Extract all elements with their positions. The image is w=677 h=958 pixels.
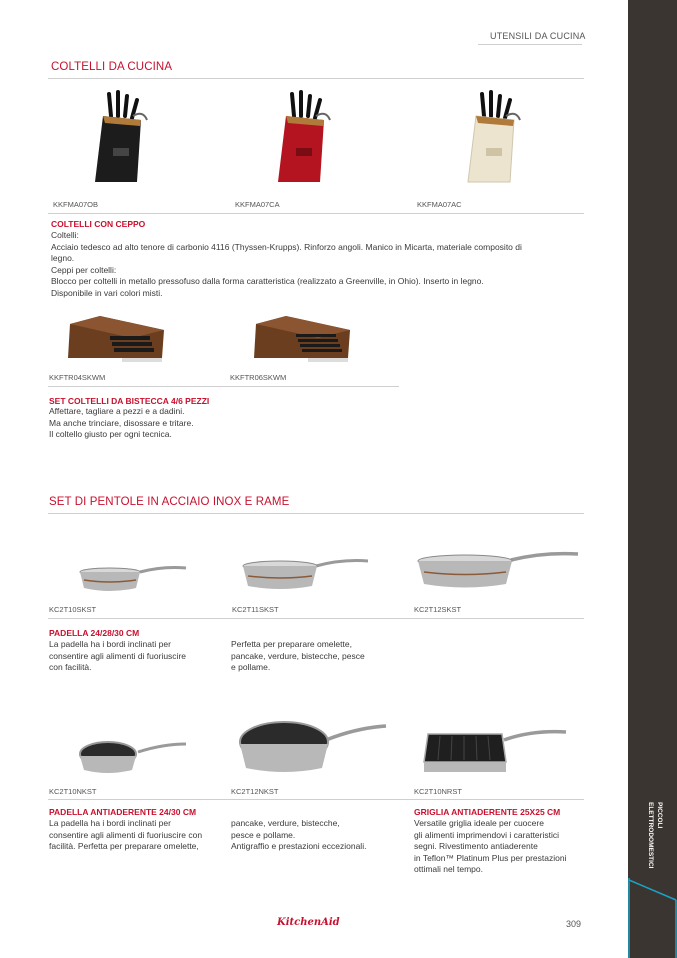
description-line: pancake, verdure, bistecche, pesce [231,650,365,661]
sidebar-label-line2: ELETTRODOMESTICI [647,802,654,869]
section-rule [48,799,584,800]
description-line: facilità. Perfetta per preparare omelette, [49,841,199,851]
description-line: La padella ha i bordi inclinati per [49,639,171,649]
section-rule [48,513,584,514]
product-code: KC2T10SKST [49,605,97,614]
brand-logo: KitchenAid [277,917,340,928]
sidebar-label [633,802,673,872]
description-line: gli alimenti imprimendovi i caratteristici [414,829,560,840]
knife-block-image [85,86,155,186]
section-title-knives: COLTELLI DA CUCINA [51,61,173,73]
sidebar-tab-marker [628,878,677,958]
description-line: Perfetta per preparare omelette, [231,639,352,649]
description-line: Antigraffio e prestazioni eccezionali. [231,841,367,851]
product-code: KC2T12SKST [414,605,462,614]
product-code: KKFMA07AC [417,200,462,209]
description-line: con facilità. [49,662,92,672]
page-category: UTENSILI DA CUCINA [490,31,586,41]
product-code: KC2T10NRST [414,787,462,796]
description-line: Versatile griglia ideale per cuocere [414,818,544,828]
product-code: KKFMA07OB [53,200,99,209]
steel-pan-image [240,556,370,594]
product-subtitle: PADELLA 24/28/30 CM [49,628,140,638]
description-line: pancake, verdure, bistecche, [231,818,340,828]
product-subtitle: SET COLTELLI DA BISTECCA 4/6 PEZZI [49,396,210,406]
product-description [231,639,406,674]
description-line: Il coltello giusto per ogni tecnica. [49,429,172,439]
product-code: KKFMA07CA [235,200,280,209]
nonstick-pan-image [78,738,188,778]
product-description [49,818,229,853]
knife-block-image [458,86,528,186]
grill-pan-image [420,726,568,778]
nonstick-pan-image [238,718,388,778]
description-line: ottimali nel tempo. [414,864,483,874]
steak-knife-set-image [62,312,172,364]
description-line: consentire agli alimenti di fuoriuscire [49,650,187,661]
description-line: segni. Rivestimento antiaderente [414,841,538,851]
description-line: La padella ha i bordi inclinati per [49,818,171,828]
description-line: Coltelli: [51,230,79,240]
product-code: KC2T10NKST [49,787,97,796]
product-description [51,230,571,299]
description-line: Affettare, tagliare a pezzi e a dadini. [49,406,185,416]
product-subtitle: PADELLA ANTIADERENTE 24/30 CM [49,807,197,817]
product-code: KKFTR06SKWM [230,373,287,382]
header-rule [478,44,582,45]
section-rule [48,618,584,619]
product-description [414,818,584,876]
product-description [49,639,224,674]
description-line: legno. [51,253,75,263]
description-line: Blocco per coltelli in metallo pressofuso dalla forma caratteristica (realizzato a Greenville, in Ohio). Inserto in legno. [51,276,484,286]
knife-block-image [268,86,338,186]
description-line: e pollame. [231,662,271,672]
page-number: 309 [565,919,581,929]
section-rule [48,78,584,79]
product-code: KKFTR04SKWM [49,373,106,382]
product-code: KC2T12NKST [231,787,279,796]
product-subtitle: COLTELLI CON CEPPO [51,219,146,229]
product-description [231,818,406,853]
description-line: pesce e pollame. [231,829,296,840]
steel-pan-image [415,550,580,592]
description-line: Ma anche trinciare, disossare e tritare. [49,417,194,428]
description-line: Ceppi per coltelli: [51,264,117,275]
section-title-pots: SET DI PENTOLE IN ACCIAIO INOX E RAME [49,496,290,508]
section-rule [48,213,584,214]
product-description [49,406,369,441]
description-line: consentire agli alimenti di fuoriuscire con [49,829,203,840]
steak-knife-set-image [248,312,358,364]
section-rule [48,386,399,387]
product-code: KC2T11SKST [232,605,279,614]
description-line: Disponibile in vari colori misti. [51,287,163,298]
description-line: in Teflon™ Platinum Plus per prestazioni [414,852,567,863]
sidebar-label-line1: PICCOLI [656,802,663,829]
steel-pan-image [78,562,188,596]
product-subtitle: GRIGLIA ANTIADERENTE 25X25 CM [414,807,561,817]
description-line: Acciaio tedesco ad alto tenore di carbonio 4116 (Thyssen-Krupps). Rinforzo angoli. Manico in Micarta, materiale composito di [51,241,522,252]
